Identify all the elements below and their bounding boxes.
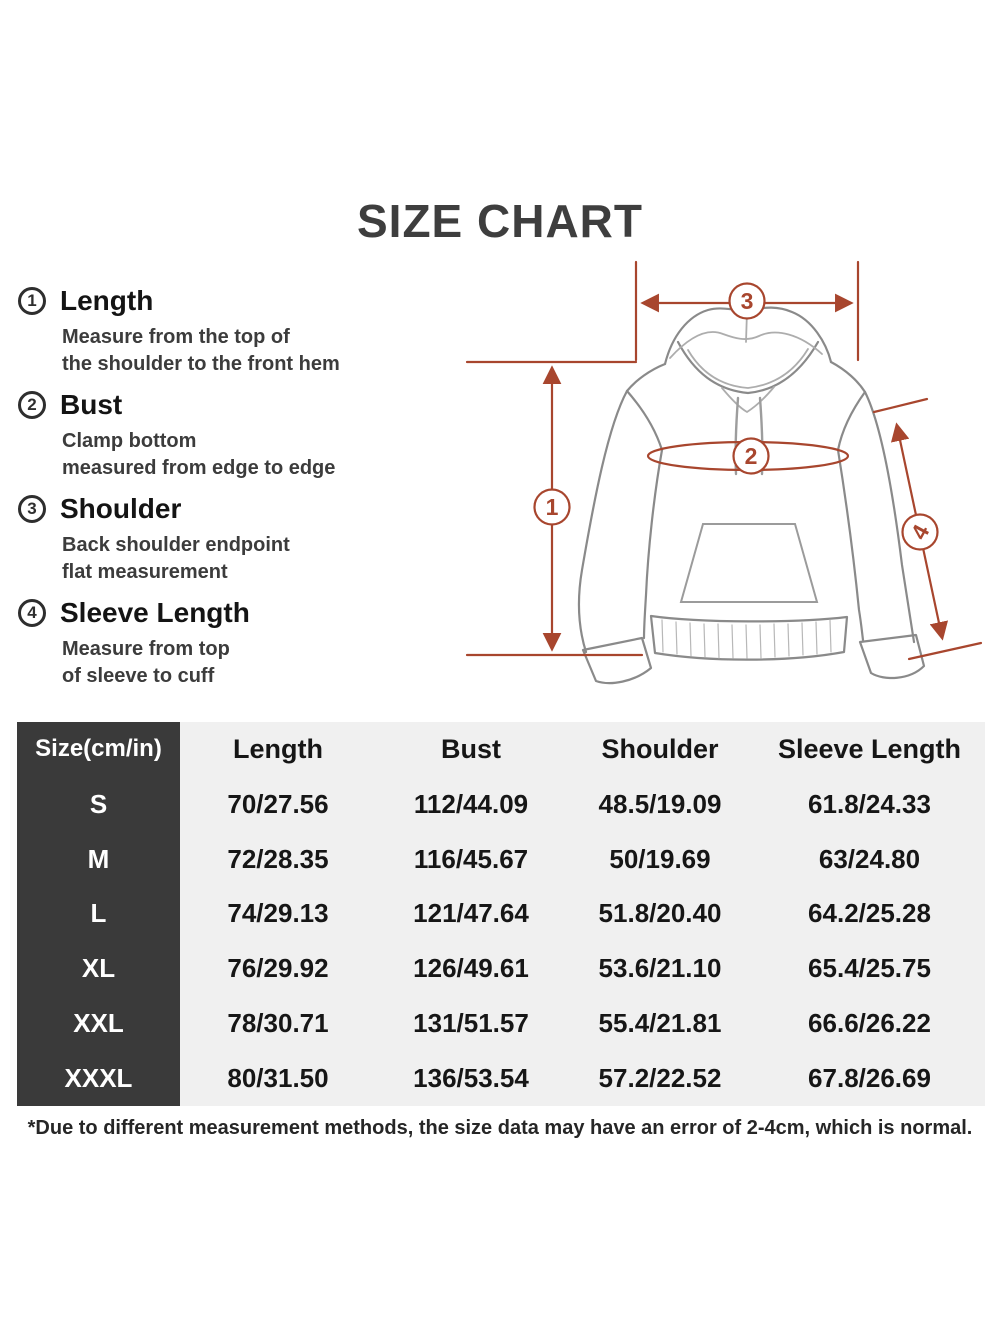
legend-item-sleeve-length (18, 596, 428, 690)
diagram-label-2: 2 (744, 443, 758, 469)
hoodie-inner-details (662, 311, 831, 658)
table-cell: 70/27.56 (227, 788, 329, 819)
legend-item-length (18, 284, 428, 378)
page-title: SIZE CHART (357, 195, 643, 247)
size-label-xxxl: XXXL (17, 1051, 180, 1106)
table-cell: 112/44.09 (413, 788, 529, 819)
legend-title-bust: Bust (60, 389, 123, 420)
diagram-label-3: 3 (740, 288, 754, 314)
table-cell: 126/49.61 (413, 953, 529, 984)
circled-number-3-icon: 3 (18, 495, 46, 523)
size-label-l: L (17, 887, 180, 942)
size-label-xxl: XXL (17, 996, 180, 1051)
size-label-m: M (17, 832, 180, 887)
size-label-s: S (17, 777, 180, 832)
table-cell: 80/31.50 (227, 1063, 329, 1094)
table-cell: 67.8/26.69 (808, 1063, 931, 1094)
legend-title-shoulder: Shoulder (60, 493, 182, 524)
legend-title-length: Length (60, 285, 154, 316)
table-cell: 121/47.64 (413, 898, 529, 929)
legend-item-shoulder (18, 492, 428, 586)
table-cell: 55.4/21.81 (598, 1008, 722, 1039)
table-cell: 78/30.71 (227, 1008, 329, 1039)
hem-ribbing (662, 620, 831, 658)
table-cell: 48.5/19.09 (598, 788, 722, 819)
table-cell: 57.2/22.52 (598, 1063, 722, 1094)
table-cell: 72/28.35 (227, 843, 329, 874)
legend-desc-sleeve-length: Measure from top of sleeve to cuff (62, 638, 230, 687)
table-cell: 116/45.67 (413, 843, 529, 874)
table-cell: 61.8/24.33 (808, 788, 931, 819)
table-header-sleeve-length: Sleeve Length (777, 733, 962, 764)
table-header-shoulder: Shoulder (601, 733, 719, 764)
table-cell: 131/51.57 (413, 1008, 529, 1039)
table-cell: 50/19.69 (609, 843, 711, 874)
size-label-xl: XL (17, 941, 180, 996)
legend-title-sleeve-length: Sleeve Length (60, 597, 250, 628)
table-header-length: Length (233, 733, 323, 764)
table-cell: 51.8/20.40 (598, 898, 722, 929)
diagram-label-1: 1 (545, 494, 559, 520)
circled-number-2-icon: 2 (18, 391, 46, 419)
table-cell: 63/24.80 (818, 843, 921, 874)
legend-desc-length: Measure from the top of the shoulder to the front hem (62, 326, 340, 375)
hoodie-outline-drawing (579, 308, 924, 683)
table-cell: 136/53.54 (413, 1063, 529, 1094)
legend-item-bust (18, 388, 428, 482)
table-header-size: Size(cm/in) (17, 722, 180, 777)
table-cell: 66.6/26.22 (808, 1008, 931, 1039)
circled-number-1-icon: 1 (18, 287, 46, 315)
legend-desc-bust: Clamp bottom measured from edge to edge (62, 430, 336, 479)
legend-desc-shoulder: Back shoulder endpoint flat measurement (62, 534, 290, 583)
table-cell: 53.6/21.10 (598, 953, 722, 984)
table-cell: 64.2/25.28 (808, 898, 931, 929)
hoodie-measurement-diagram (450, 250, 990, 710)
table-cell: 65.4/25.75 (808, 953, 931, 984)
table-header-bust: Bust (441, 733, 501, 764)
table-cell: 76/29.92 (227, 953, 329, 984)
measurement-error-footnote: *Due to different measurement methods, the size data may have an error of 2-4cm, which is normal. (27, 1117, 973, 1139)
diagram-label-4: 4 (905, 520, 935, 544)
table-cell: 74/29.13 (227, 898, 329, 929)
size-table (17, 722, 985, 1106)
measurement-legend (18, 284, 428, 700)
circled-number-4-icon: 4 (18, 599, 46, 627)
